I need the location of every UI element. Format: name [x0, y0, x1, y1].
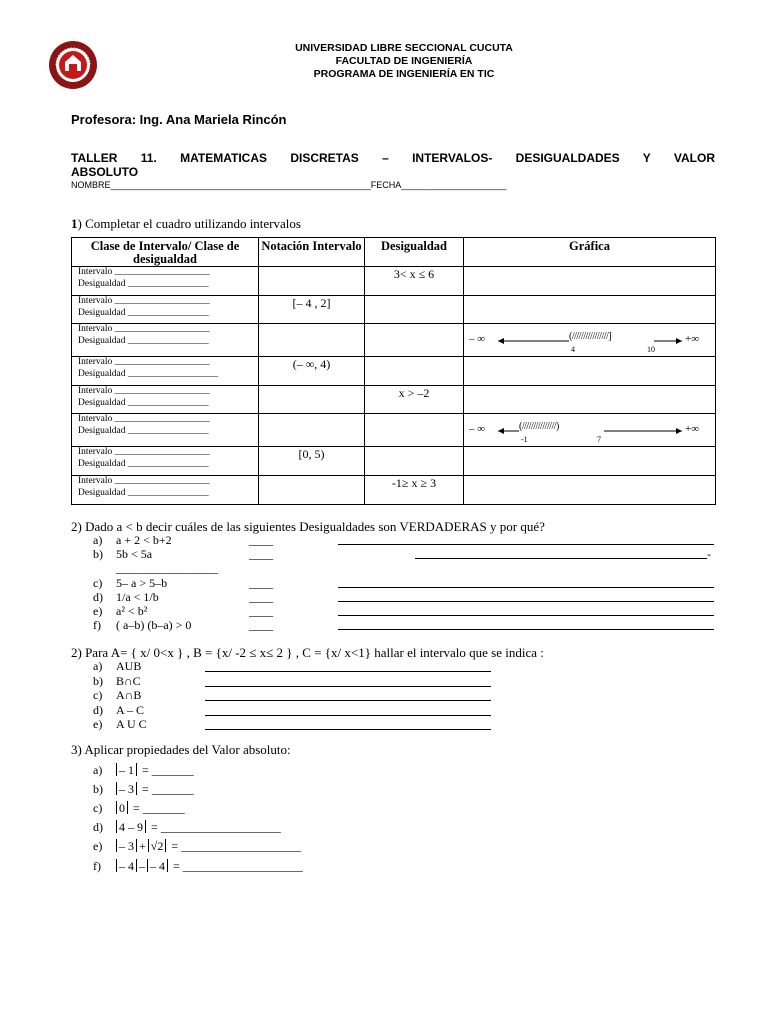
university-name: UNIVERSIDAD LIBRE SECCIONAL CUCUTA: [295, 42, 513, 54]
inequality-cell[interactable]: 3< x ≤ 6: [365, 267, 464, 296]
col-header-graph: Gráfica: [464, 238, 716, 267]
graph-cell[interactable]: [464, 357, 716, 386]
answer-blank[interactable]: = _______: [142, 782, 194, 796]
table-row: [72, 324, 716, 357]
answer-blank[interactable]: = ____________________: [171, 839, 302, 853]
upper-bound-label: 10: [647, 345, 655, 354]
set-expression: A – C: [116, 702, 145, 717]
item-expression: 1/a < 1/b: [116, 590, 159, 604]
table-row: [72, 357, 716, 386]
teacher-name: Profesora: Ing. Ana Mariela Rincón: [71, 112, 287, 127]
reason-line[interactable]: [338, 544, 714, 545]
inequality-cell[interactable]: [365, 414, 464, 447]
section3-title: 3) Aplicar propiedades del Valor absoluto:: [71, 742, 291, 757]
item-letter: b): [93, 782, 103, 796]
graph-cell[interactable]: [464, 476, 716, 505]
item-letter: f): [93, 618, 101, 632]
notation-cell[interactable]: [259, 414, 365, 447]
interval-marks: (///////////////): [519, 421, 604, 432]
set-expression: A∩B: [116, 688, 142, 702]
section2-title: 2) Dado a < b decir cuáles de las siguientes Desigualdades son VERDADERAS y por qué?: [71, 519, 545, 534]
answer-blank[interactable]: = ____________________: [151, 820, 281, 834]
inequality-blank[interactable]: Desigualdad _________________: [78, 335, 209, 346]
inequality-cell[interactable]: [365, 447, 464, 476]
notation-cell[interactable]: [259, 476, 365, 505]
answer-blank[interactable]: = ____________________: [173, 859, 303, 873]
inequality-cell[interactable]: [365, 357, 464, 386]
line-continuation: -: [707, 547, 711, 561]
abs-expression-2: – 4: [150, 859, 165, 873]
class-cell[interactable]: [72, 267, 259, 296]
true-false-blank[interactable]: ____: [249, 547, 273, 561]
interval-blank[interactable]: Intervalo ____________________: [78, 267, 210, 277]
table-row: [72, 267, 716, 296]
inequality-blank[interactable]: Desigualdad _________________: [78, 307, 209, 318]
graph-cell[interactable]: [464, 296, 716, 324]
abs-expression: – 1: [119, 763, 134, 777]
interval-marks: (////////////////]: [569, 331, 654, 342]
interval-blank[interactable]: Intervalo ____________________: [78, 447, 210, 457]
abs-value-exercise: [114, 839, 301, 854]
lower-bound-label: 4: [571, 345, 575, 354]
class-cell[interactable]: [72, 296, 259, 324]
answer-line[interactable]: [205, 715, 491, 716]
name-date-field[interactable]: NOMBRE____________________________________________________FECHA_____________________: [71, 180, 507, 190]
faculty-name: FACULTAD DE INGENIERÍA: [335, 55, 473, 67]
graph-cell[interactable]: [464, 414, 716, 447]
true-false-blank[interactable]: ____: [249, 533, 273, 547]
item-letter: d): [93, 820, 103, 834]
table-row: [72, 447, 716, 476]
reason-line[interactable]: [338, 629, 714, 630]
interval-blank[interactable]: Intervalo ____________________: [78, 386, 210, 396]
reason-line[interactable]: [415, 558, 707, 559]
col-header-class: Clase de Intervalo/ Clase de desigualdad: [72, 238, 259, 267]
true-false-blank[interactable]: ____: [249, 618, 273, 632]
graph-cell[interactable]: [464, 324, 716, 357]
notation-cell[interactable]: [259, 386, 365, 414]
answer-line[interactable]: [205, 729, 491, 730]
answer-blank[interactable]: = _______: [133, 801, 185, 815]
item-expression: 5– a > 5–b: [116, 576, 168, 590]
reason-line[interactable]: [338, 587, 714, 588]
answer-line[interactable]: [205, 686, 491, 687]
interval-blank[interactable]: Intervalo ____________________: [78, 296, 210, 306]
set-expression: A U C: [116, 717, 147, 731]
item-letter: a): [93, 533, 103, 547]
item-letter: b): [93, 673, 103, 688]
answer-line[interactable]: [205, 700, 491, 701]
inequality-blank[interactable]: Desigualdad _________________: [78, 397, 209, 408]
graph-cell[interactable]: [464, 267, 716, 296]
section1-number: 1: [71, 216, 78, 231]
reason-line[interactable]: [338, 601, 714, 602]
neg-infinity-label: – ∞: [469, 423, 486, 435]
graph-cell[interactable]: [464, 386, 716, 414]
pos-infinity-label: +∞: [685, 333, 700, 345]
item-letter: d): [93, 590, 103, 604]
table-row: [72, 414, 716, 447]
set-expression: AUB: [116, 659, 142, 673]
inequality-blank[interactable]: Desigualdad _________________: [78, 425, 209, 436]
item-letter: a): [93, 763, 103, 777]
class-cell[interactable]: [72, 357, 259, 386]
set-expression: B∩C: [116, 673, 141, 688]
item-letter: f): [93, 859, 101, 873]
item-expression: a + 2 < b+2: [116, 533, 172, 547]
section2b-title: 2) Para A= { x/ 0<x } , B = {x/ -2 ≤ x≤ 2 } , C = {x/ x<1} hallar el intervalo que se indica :: [71, 645, 544, 660]
reason-line-cont[interactable]: _________________: [116, 561, 218, 575]
item-letter: e): [93, 717, 103, 731]
answer-line[interactable]: [205, 671, 491, 672]
inequality-blank[interactable]: Desigualdad _________________: [78, 487, 209, 498]
item-letter: e): [93, 604, 103, 618]
table-row: [72, 386, 716, 414]
pos-infinity-label: +∞: [685, 423, 700, 435]
item-expression: ( a–b) (b–a) > 0: [116, 618, 192, 632]
item-letter: a): [93, 659, 103, 673]
intervals-table: [71, 237, 716, 505]
item-expression: a² < b²: [116, 604, 148, 618]
item-letter: c): [93, 576, 103, 590]
operator: +: [139, 839, 146, 853]
abs-expression: – 4: [119, 859, 134, 873]
col-header-notation: Notación Intervalo: [259, 238, 365, 267]
neg-infinity-label: – ∞: [469, 333, 486, 345]
abs-value-exercise: [114, 801, 185, 816]
notation-cell[interactable]: [0, 5): [259, 447, 365, 476]
true-false-blank[interactable]: ____: [249, 576, 273, 590]
program-name: PROGRAMA DE INGENIERÍA EN TIC: [313, 68, 495, 80]
document-header: [0, 42, 768, 81]
inequality-cell[interactable]: [365, 324, 464, 357]
upper-bound-label: 7: [597, 435, 601, 444]
worksheet-title-cont: ABSOLUTO: [71, 165, 139, 179]
abs-expression: 0: [119, 801, 125, 815]
abs-expression: 4 – 9: [119, 820, 143, 834]
graph-cell[interactable]: [464, 447, 716, 476]
section1-text: ) Completar el cuadro utilizando intervalos: [77, 216, 301, 231]
interval-blank[interactable]: Intervalo ____________________: [78, 414, 210, 424]
notation-cell[interactable]: [259, 267, 365, 296]
interval-blank[interactable]: Intervalo ____________________: [78, 324, 210, 334]
item-letter: c): [93, 801, 103, 815]
item-letter: e): [93, 839, 103, 853]
true-false-blank[interactable]: ____: [249, 604, 273, 618]
table-row: [72, 296, 716, 324]
worksheet-title: TALLER 11. MATEMATICAS DISCRETAS – INTERVALOS- DESIGUALDADES Y VALOR: [71, 151, 715, 165]
reason-line[interactable]: [338, 615, 714, 616]
class-cell[interactable]: [72, 476, 259, 505]
abs-value-exercise: [114, 820, 281, 835]
abs-expression: – 3: [119, 782, 134, 796]
inequality-blank[interactable]: Desigualdad _________________: [78, 458, 209, 469]
operator: –: [139, 859, 145, 873]
class-cell[interactable]: [72, 414, 259, 447]
class-cell[interactable]: [72, 324, 259, 357]
true-false-blank[interactable]: ____: [249, 590, 273, 604]
interval-blank[interactable]: Intervalo ____________________: [78, 476, 210, 486]
abs-value-exercise: [114, 859, 303, 874]
section1-title: [71, 216, 301, 232]
class-cell[interactable]: [72, 447, 259, 476]
notation-cell[interactable]: [259, 324, 365, 357]
abs-expression: – 3: [119, 839, 134, 853]
notation-cell[interactable]: (– ∞, 4): [259, 357, 365, 386]
class-cell[interactable]: [72, 386, 259, 414]
abs-value-exercise: [114, 782, 194, 797]
interval-blank[interactable]: Intervalo ____________________: [78, 357, 210, 367]
item-letter: b): [93, 547, 103, 561]
lower-bound-label: -1: [521, 435, 528, 444]
inequality-blank[interactable]: Desigualdad _________________: [78, 278, 209, 289]
item-letter: d): [93, 702, 103, 717]
item-letter: c): [93, 688, 103, 702]
abs-value-exercise: [114, 763, 194, 778]
table-row: [72, 476, 716, 505]
inequality-cell[interactable]: -1≥ x ≥ 3: [365, 476, 464, 505]
inequality-cell[interactable]: [365, 296, 464, 324]
inequality-blank[interactable]: Desigualdad ___________________: [78, 368, 219, 379]
notation-cell[interactable]: [– 4 , 2]: [259, 296, 365, 324]
answer-blank[interactable]: = _______: [142, 763, 194, 777]
item-expression: 5b < 5a: [116, 547, 153, 561]
inequality-cell[interactable]: x > –2: [365, 386, 464, 414]
col-header-inequality: Desigualdad: [365, 238, 464, 267]
abs-expression-2: √2: [150, 839, 164, 853]
